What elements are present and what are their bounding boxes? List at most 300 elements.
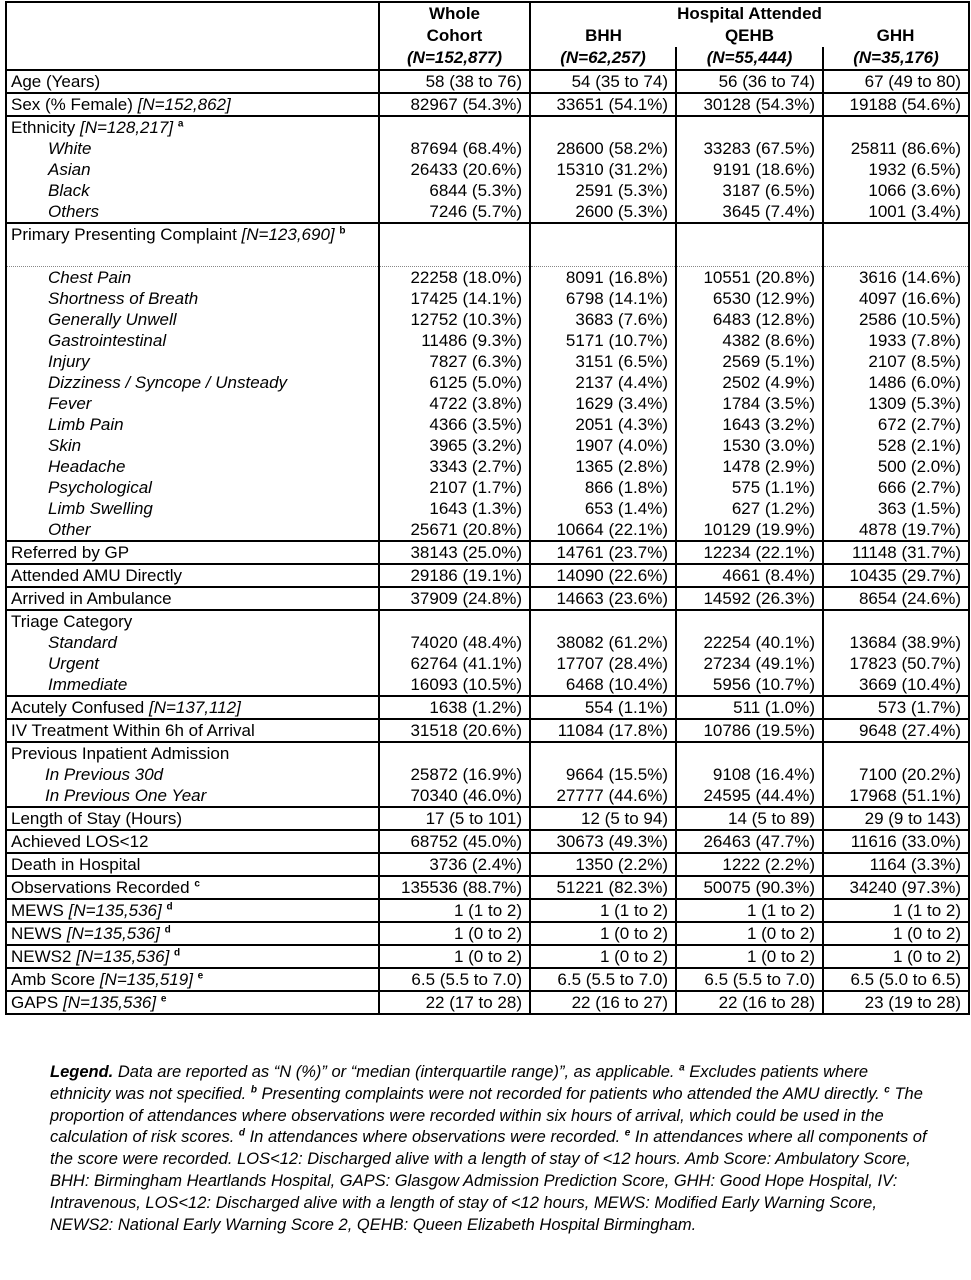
row-label-n: [N=137,112] — [148, 698, 241, 717]
row-value: 554 (1.1%) — [530, 696, 676, 719]
row-value: 1 (0 to 2) — [379, 922, 530, 945]
legend-text-c: The proportion of attendances where observations were recorded within six hours of arrival, which could be used in the calculation of risk scores. — [50, 1084, 923, 1147]
row-label — [6, 159, 379, 180]
header-ghh-n: (N=35,176) — [823, 47, 969, 70]
row-value: 7246 (5.7%) — [379, 201, 530, 223]
row-value: 6483 (12.8%) — [676, 309, 823, 330]
row-value — [823, 610, 969, 632]
row-label-footnote: a — [177, 118, 184, 130]
row-value: 1 (0 to 2) — [676, 922, 823, 945]
row-value: 62764 (41.1%) — [379, 653, 530, 674]
row-value: 11486 (9.3%) — [379, 330, 530, 351]
table-row — [6, 922, 969, 945]
table-row — [6, 351, 969, 372]
row-label-footnote: d — [174, 947, 181, 959]
row-value: 56 (36 to 74) — [676, 70, 823, 93]
row-value: 2600 (5.3%) — [530, 201, 676, 223]
row-label — [6, 853, 379, 876]
row-label-n: [N=135,536] — [68, 901, 162, 920]
row-label — [6, 632, 379, 653]
row-label-text: In Previous One Year — [45, 786, 207, 805]
row-value: 37909 (24.8%) — [379, 587, 530, 610]
row-value: 1066 (3.6%) — [823, 180, 969, 201]
row-value: 22 (17 to 28) — [379, 991, 530, 1014]
row-value: 22254 (40.1%) — [676, 632, 823, 653]
row-label-text: Previous Inpatient Admission — [11, 744, 230, 763]
row-value: 3151 (6.5%) — [530, 351, 676, 372]
header-ghh: GHH — [823, 25, 969, 47]
row-value: 1629 (3.4%) — [530, 393, 676, 414]
row-value: 14 (5 to 89) — [676, 807, 823, 830]
row-value — [379, 116, 530, 138]
row-value: 3965 (3.2%) — [379, 435, 530, 456]
row-value — [379, 610, 530, 632]
row-value: 25872 (16.9%) — [379, 764, 530, 785]
legend-text-b: Presenting complaints were not recorded for patients who attended the AMU directly. — [256, 1084, 885, 1103]
row-value: 6.5 (5.5 to 7.0) — [379, 968, 530, 991]
row-value — [823, 742, 969, 764]
row-value: 17823 (50.7%) — [823, 653, 969, 674]
row-value: 28600 (58.2%) — [530, 138, 676, 159]
row-label — [6, 991, 379, 1014]
table-row — [6, 223, 969, 267]
row-value: 38143 (25.0%) — [379, 541, 530, 564]
row-value: 58 (38 to 76) — [379, 70, 530, 93]
row-value: 33651 (54.1%) — [530, 93, 676, 116]
row-value: 6.5 (5.5 to 7.0) — [530, 968, 676, 991]
row-value: 22 (16 to 28) — [676, 991, 823, 1014]
row-value: 3343 (2.7%) — [379, 456, 530, 477]
row-value: 19188 (54.6%) — [823, 93, 969, 116]
row-label-n: [N=135,536] — [62, 993, 157, 1012]
row-value: 1001 (3.4%) — [823, 201, 969, 223]
row-label — [6, 764, 379, 785]
row-label-text: Limb Swelling — [48, 499, 153, 518]
row-value: 2107 (8.5%) — [823, 351, 969, 372]
table-row — [6, 477, 969, 498]
row-label — [6, 830, 379, 853]
table-row — [6, 414, 969, 435]
row-label — [6, 945, 379, 968]
row-value: 528 (2.1%) — [823, 435, 969, 456]
row-value: 82967 (54.3%) — [379, 93, 530, 116]
row-label-text: Headache — [48, 457, 126, 476]
row-label — [6, 351, 379, 372]
table-legend — [50, 1062, 930, 1236]
row-label-text: Standard — [48, 633, 117, 652]
row-label — [6, 223, 379, 267]
row-value: 17 (5 to 101) — [379, 807, 530, 830]
header-hospital-attended: Hospital Attended — [530, 2, 969, 25]
row-label-text: Arrived in Ambulance — [11, 589, 172, 608]
table-row — [6, 764, 969, 785]
header-empty-cell — [6, 2, 379, 70]
row-label-n: [N=128,217] — [79, 118, 174, 137]
row-value: 30673 (49.3%) — [530, 830, 676, 853]
row-value: 1486 (6.0%) — [823, 372, 969, 393]
row-label-n: [N=123,690] — [241, 225, 335, 244]
row-value: 13684 (38.9%) — [823, 632, 969, 653]
row-value: 2137 (4.4%) — [530, 372, 676, 393]
table-row — [6, 180, 969, 201]
row-value: 67 (49 to 80) — [823, 70, 969, 93]
row-value: 10435 (29.7%) — [823, 564, 969, 587]
row-label — [6, 876, 379, 899]
table-row — [6, 853, 969, 876]
row-value: 12752 (10.3%) — [379, 309, 530, 330]
cohort-characteristics-table — [5, 1, 970, 1015]
row-label-text: Acutely Confused — [11, 698, 145, 717]
row-value: 26433 (20.6%) — [379, 159, 530, 180]
row-value: 68752 (45.0%) — [379, 830, 530, 853]
row-value: 25671 (20.8%) — [379, 519, 530, 541]
row-value: 11084 (17.8%) — [530, 719, 676, 742]
row-value — [676, 742, 823, 764]
row-label-text: MEWS — [11, 901, 64, 920]
row-label-text: Ethnicity — [11, 118, 76, 137]
row-value: 33283 (67.5%) — [676, 138, 823, 159]
row-value: 8654 (24.6%) — [823, 587, 969, 610]
row-label — [6, 922, 379, 945]
table-row — [6, 876, 969, 899]
row-label-text: NEWS2 — [11, 947, 72, 966]
row-value: 1164 (3.3%) — [823, 853, 969, 876]
row-label-text: Referred by GP — [11, 543, 130, 562]
row-value: 627 (1.2%) — [676, 498, 823, 519]
row-label-footnote: b — [339, 225, 346, 237]
row-label-text: In Previous 30d — [45, 765, 164, 784]
row-label — [6, 498, 379, 519]
row-value: 2502 (4.9%) — [676, 372, 823, 393]
table-row — [6, 159, 969, 180]
row-value: 2107 (1.7%) — [379, 477, 530, 498]
legend-title: Legend. — [50, 1063, 114, 1081]
row-label — [6, 267, 379, 289]
row-value: 14090 (22.6%) — [530, 564, 676, 587]
row-value: 1 (0 to 2) — [379, 945, 530, 968]
row-value: 1638 (1.2%) — [379, 696, 530, 719]
row-value: 30128 (54.3%) — [676, 93, 823, 116]
legend-sup-c: c — [884, 1084, 890, 1096]
row-label — [6, 719, 379, 742]
row-label-text: Black — [48, 181, 90, 200]
row-value: 25811 (86.6%) — [823, 138, 969, 159]
table-row — [6, 945, 969, 968]
row-value: 17968 (51.1%) — [823, 785, 969, 807]
row-value: 14592 (26.3%) — [676, 587, 823, 610]
row-label-text: Urgent — [48, 654, 100, 673]
row-value: 653 (1.4%) — [530, 498, 676, 519]
row-value: 50075 (90.3%) — [676, 876, 823, 899]
row-value — [676, 116, 823, 138]
row-label-text: IV Treatment Within 6h of Arrival — [11, 721, 255, 740]
row-value: 511 (1.0%) — [676, 696, 823, 719]
table-row — [6, 267, 969, 289]
row-label-text: White — [48, 139, 92, 158]
row-label — [6, 519, 379, 541]
row-label-text: Others — [48, 202, 100, 221]
row-value: 1 (0 to 2) — [530, 922, 676, 945]
legend-sup-d: d — [238, 1127, 246, 1139]
header-whole-cohort-line2: Cohort — [379, 25, 530, 47]
row-label — [6, 456, 379, 477]
row-value — [530, 223, 676, 267]
row-value: 1350 (2.2%) — [530, 853, 676, 876]
row-value — [379, 742, 530, 764]
legend-text-a: Excludes patients where ethnicity was not specified. — [50, 1063, 869, 1103]
row-value: 2586 (10.5%) — [823, 309, 969, 330]
row-label-footnote: d — [164, 924, 171, 936]
row-label — [6, 541, 379, 564]
row-label-text: Fever — [48, 394, 92, 413]
row-value: 38082 (61.2%) — [530, 632, 676, 653]
row-label-footnote: e — [160, 993, 167, 1005]
row-value — [823, 116, 969, 138]
header-bhh-n: (N=62,257) — [530, 47, 676, 70]
row-value: 866 (1.8%) — [530, 477, 676, 498]
row-value: 2569 (5.1%) — [676, 351, 823, 372]
row-value: 666 (2.7%) — [823, 477, 969, 498]
row-value: 1 (0 to 2) — [530, 945, 676, 968]
row-label — [6, 653, 379, 674]
row-label — [6, 610, 379, 632]
row-label-text: Injury — [48, 352, 90, 371]
table-row — [6, 309, 969, 330]
row-value: 27234 (49.1%) — [676, 653, 823, 674]
table-row — [6, 519, 969, 541]
row-value: 672 (2.7%) — [823, 414, 969, 435]
table-row — [6, 564, 969, 587]
table-row — [6, 610, 969, 632]
row-value: 6468 (10.4%) — [530, 674, 676, 696]
row-value: 1530 (3.0%) — [676, 435, 823, 456]
table-row — [6, 393, 969, 414]
row-value: 1643 (1.3%) — [379, 498, 530, 519]
row-value: 3187 (6.5%) — [676, 180, 823, 201]
row-value: 4878 (19.7%) — [823, 519, 969, 541]
row-value: 8091 (16.8%) — [530, 267, 676, 289]
row-value: 135536 (88.7%) — [379, 876, 530, 899]
row-value: 51221 (82.3%) — [530, 876, 676, 899]
table-row — [6, 742, 969, 764]
row-label — [6, 674, 379, 696]
row-value: 5171 (10.7%) — [530, 330, 676, 351]
row-label-text: Primary Presenting Complaint — [11, 225, 237, 244]
row-value: 22258 (18.0%) — [379, 267, 530, 289]
row-label-n: [N=152,862] — [137, 95, 231, 114]
row-value: 1933 (7.8%) — [823, 330, 969, 351]
row-label-footnote: d — [166, 901, 173, 913]
row-label — [6, 414, 379, 435]
row-label-text: Asian — [48, 160, 91, 179]
row-value: 3616 (14.6%) — [823, 267, 969, 289]
row-label-text: Chest Pain — [48, 268, 132, 287]
row-label-text: Triage Category — [11, 612, 133, 631]
row-value: 4661 (8.4%) — [676, 564, 823, 587]
row-value: 1309 (5.3%) — [823, 393, 969, 414]
row-label — [6, 587, 379, 610]
row-value: 3683 (7.6%) — [530, 309, 676, 330]
legend-sup-e: e — [624, 1127, 631, 1139]
row-value: 6798 (14.1%) — [530, 288, 676, 309]
row-value: 3645 (7.4%) — [676, 201, 823, 223]
header-bhh: BHH — [530, 25, 676, 47]
table-row — [6, 541, 969, 564]
row-value: 575 (1.1%) — [676, 477, 823, 498]
row-value: 1643 (3.2%) — [676, 414, 823, 435]
legend-text-d: In attendances where observations were recorded. — [245, 1128, 625, 1147]
table-row — [6, 116, 969, 138]
row-value: 87694 (68.4%) — [379, 138, 530, 159]
row-value: 7100 (20.2%) — [823, 764, 969, 785]
row-label — [6, 138, 379, 159]
row-value: 10551 (20.8%) — [676, 267, 823, 289]
table-row — [6, 456, 969, 477]
table-row — [6, 288, 969, 309]
table-row — [6, 719, 969, 742]
row-label — [6, 785, 379, 807]
row-value: 11148 (31.7%) — [823, 541, 969, 564]
row-value: 22 (16 to 27) — [530, 991, 676, 1014]
table-row — [6, 138, 969, 159]
row-label-text: Sex (% Female) — [11, 95, 133, 114]
row-value: 4097 (16.6%) — [823, 288, 969, 309]
table-row — [6, 653, 969, 674]
table-row — [6, 632, 969, 653]
row-value: 4722 (3.8%) — [379, 393, 530, 414]
row-value: 1 (0 to 2) — [823, 922, 969, 945]
row-value: 6844 (5.3%) — [379, 180, 530, 201]
row-value: 2591 (5.3%) — [530, 180, 676, 201]
row-value: 16093 (10.5%) — [379, 674, 530, 696]
table-row — [6, 674, 969, 696]
row-value: 1365 (2.8%) — [530, 456, 676, 477]
row-value: 54 (35 to 74) — [530, 70, 676, 93]
row-value: 1 (0 to 2) — [676, 945, 823, 968]
row-value — [530, 610, 676, 632]
row-label-text: Length of Stay (Hours) — [11, 809, 183, 828]
table-row — [6, 330, 969, 351]
table-row — [6, 830, 969, 853]
row-value: 6.5 (5.5 to 7.0) — [676, 968, 823, 991]
row-label — [6, 477, 379, 498]
row-label-footnote: c — [194, 878, 200, 890]
row-label-n: [N=135,536] — [66, 924, 160, 943]
row-value: 4366 (3.5%) — [379, 414, 530, 435]
row-value: 29 (9 to 143) — [823, 807, 969, 830]
row-value: 363 (1.5%) — [823, 498, 969, 519]
row-value: 34240 (97.3%) — [823, 876, 969, 899]
row-value: 14761 (23.7%) — [530, 541, 676, 564]
table-row — [6, 785, 969, 807]
row-value: 1 (0 to 2) — [823, 945, 969, 968]
row-value: 1907 (4.0%) — [530, 435, 676, 456]
row-value: 5956 (10.7%) — [676, 674, 823, 696]
row-value: 9191 (18.6%) — [676, 159, 823, 180]
row-value: 3669 (10.4%) — [823, 674, 969, 696]
row-label-text: Skin — [48, 436, 82, 455]
row-label-text: Gastrointestinal — [48, 331, 167, 350]
row-label — [6, 116, 379, 138]
row-label-text: Death in Hospital — [11, 855, 141, 874]
legend-text-1: Data are reported as “N (%)” or “median (interquartile range)”, as applicable. — [113, 1063, 680, 1081]
row-value: 573 (1.7%) — [823, 696, 969, 719]
table-row — [6, 587, 969, 610]
row-value: 1784 (3.5%) — [676, 393, 823, 414]
row-value: 12234 (22.1%) — [676, 541, 823, 564]
row-value: 1 (1 to 2) — [676, 899, 823, 922]
row-value: 1 (1 to 2) — [530, 899, 676, 922]
row-label-text: Other — [48, 520, 91, 539]
row-label-text: Psychological — [48, 478, 152, 497]
row-label-text: Limb Pain — [48, 415, 124, 434]
row-value: 500 (2.0%) — [823, 456, 969, 477]
row-label — [6, 201, 379, 223]
header-whole-n: (N=152,877) — [379, 47, 530, 70]
row-value: 74020 (48.4%) — [379, 632, 530, 653]
row-label-n: [N=135,536] — [76, 947, 170, 966]
row-value: 9664 (15.5%) — [530, 764, 676, 785]
table-row — [6, 70, 969, 93]
row-value: 29186 (19.1%) — [379, 564, 530, 587]
table-row — [6, 93, 969, 116]
legend-sup-b: b — [250, 1084, 257, 1096]
table-header-row — [6, 2, 969, 25]
row-label-text: GAPS — [11, 993, 59, 1012]
row-value: 6530 (12.9%) — [676, 288, 823, 309]
legend-text-e: In attendances where all components of the score were recorded. LOS<12: Discharged alive with a length of stay of <12 hours. Amb Score: Ambulatory Score, BHH: Birmingham Heartlands Hospital, GAPS: Glasgow Admission Prediction Score, GHH: Good Hope Hospital, IV: Intravenous, LOS<12: Discharged alive with a length of stay of <12 hours, MEWS: Modified Early Warning Score, NEWS2: National Early Warning Score 2, QEHB: Queen Elizabeth Hospital Birmingham. — [50, 1128, 927, 1234]
row-value: 1478 (2.9%) — [676, 456, 823, 477]
row-value: 2051 (4.3%) — [530, 414, 676, 435]
row-value: 4382 (8.6%) — [676, 330, 823, 351]
row-label — [6, 742, 379, 764]
row-value: 70340 (46.0%) — [379, 785, 530, 807]
row-value: 17707 (28.4%) — [530, 653, 676, 674]
row-label — [6, 180, 379, 201]
table-row — [6, 807, 969, 830]
table-row — [6, 991, 969, 1014]
row-value: 10129 (19.9%) — [676, 519, 823, 541]
row-value: 12 (5 to 94) — [530, 807, 676, 830]
row-label-text: Generally Unwell — [48, 310, 177, 329]
row-value: 14663 (23.6%) — [530, 587, 676, 610]
table-row — [6, 435, 969, 456]
table-row — [6, 899, 969, 922]
table-row — [6, 968, 969, 991]
row-value — [676, 610, 823, 632]
row-label — [6, 807, 379, 830]
row-label — [6, 899, 379, 922]
header-qehb-n: (N=55,444) — [676, 47, 823, 70]
header-qehb: QEHB — [724, 26, 775, 45]
row-value: 17425 (14.1%) — [379, 288, 530, 309]
row-label-text: Age (Years) — [11, 72, 101, 91]
row-value: 24595 (44.4%) — [676, 785, 823, 807]
row-value — [676, 223, 823, 267]
row-label — [6, 968, 379, 991]
table-row — [6, 372, 969, 393]
row-label — [6, 393, 379, 414]
row-label-text: Observations Recorded — [11, 878, 190, 897]
table-row — [6, 498, 969, 519]
row-label — [6, 309, 379, 330]
row-value: 1222 (2.2%) — [676, 853, 823, 876]
row-label-text: NEWS — [11, 924, 62, 943]
row-label — [6, 70, 379, 93]
row-value: 10664 (22.1%) — [530, 519, 676, 541]
row-label-text: Achieved LOS<12 — [11, 832, 149, 851]
row-label-n: [N=135,519] — [99, 970, 193, 989]
